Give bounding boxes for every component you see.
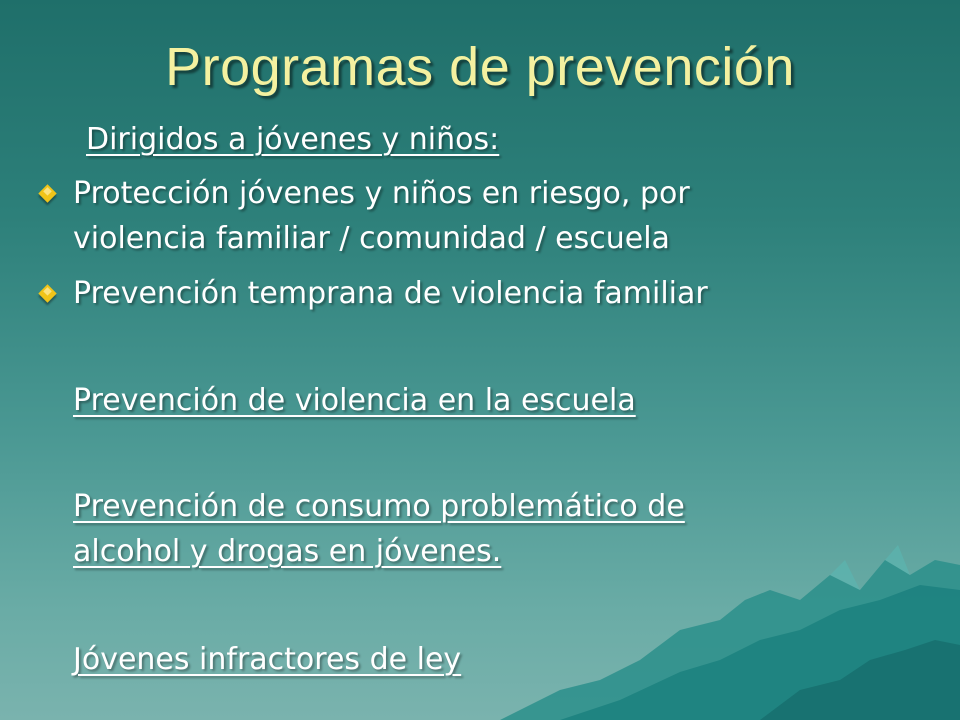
bullet-item-1-line-2: violencia familiar / comunidad / escuela <box>73 221 670 256</box>
link-jovenes-infractores[interactable]: Jóvenes infractores de ley <box>73 642 462 677</box>
bullet-item-1-line-1: Protección jóvenes y niños en riesgo, por <box>73 176 690 211</box>
link-violencia-escuela[interactable]: Prevención de violencia en la escuela <box>73 383 636 418</box>
bullet-item-2-line-1: Prevención temprana de violencia familiar <box>73 276 708 311</box>
link-consumo-line-2[interactable]: alcohol y drogas en jóvenes. <box>73 534 502 569</box>
link-consumo-line-1[interactable]: Prevención de consumo problemático de <box>73 489 685 524</box>
slide-subtitle: Dirigidos a jóvenes y niños: <box>86 122 500 157</box>
slide-title: Programas de prevención <box>165 37 795 97</box>
